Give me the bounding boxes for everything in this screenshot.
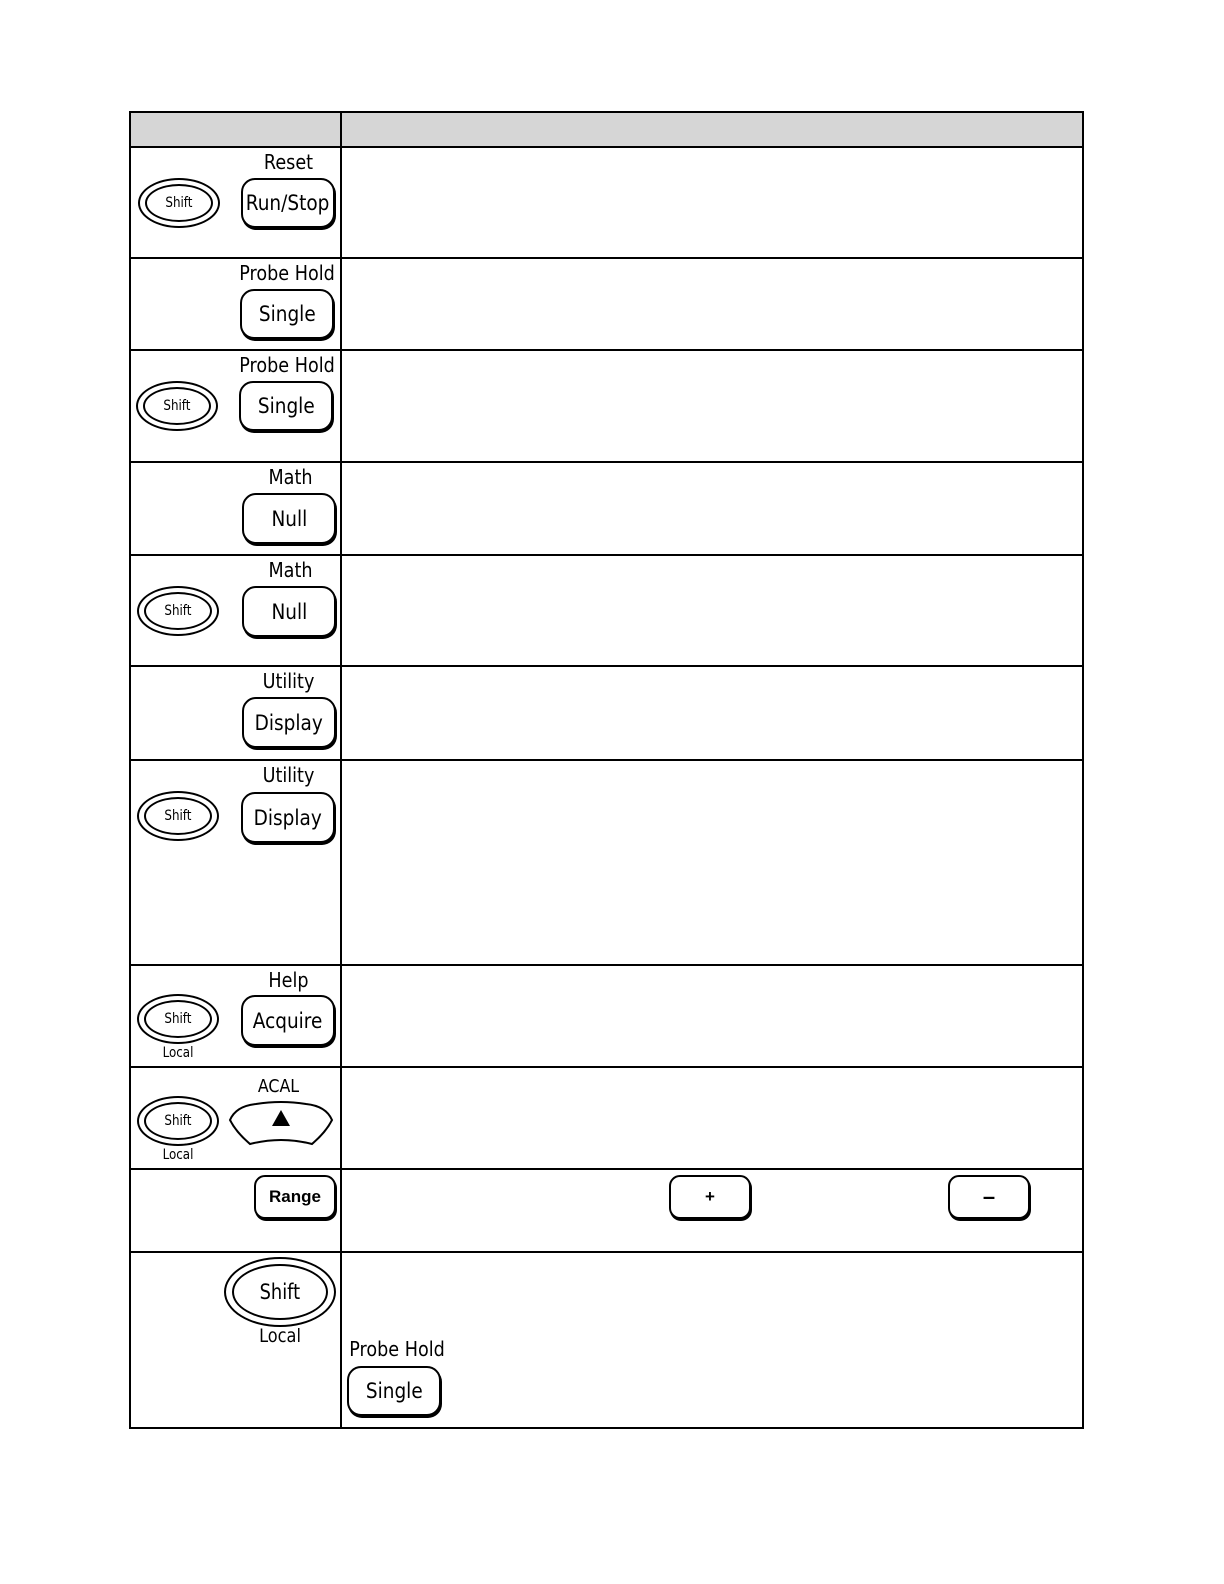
description-cell bbox=[342, 1170, 1082, 1251]
key-cell bbox=[131, 556, 342, 665]
table-header-row bbox=[131, 113, 1082, 146]
description-cell bbox=[342, 1253, 1082, 1427]
shift-key-label: Shift bbox=[164, 1113, 192, 1129]
help-label: Help bbox=[268, 968, 309, 992]
run-stop-key bbox=[241, 178, 335, 228]
shift-key-label: Shift bbox=[165, 195, 193, 211]
shift-key-label: Shift bbox=[163, 398, 191, 414]
plus-key-label: + bbox=[705, 1187, 715, 1206]
display-key-label: Display bbox=[253, 805, 323, 830]
description-cell bbox=[342, 667, 1082, 759]
run-stop-key-label: Run/Stop bbox=[246, 191, 330, 215]
table-row bbox=[131, 146, 1082, 257]
probe-hold-label: Probe Hold bbox=[239, 353, 335, 377]
null-key-label: Null bbox=[271, 506, 307, 531]
shift-key bbox=[137, 994, 219, 1044]
shift-key-label: Shift bbox=[164, 808, 192, 824]
table-row bbox=[131, 349, 1082, 461]
description-cell bbox=[342, 556, 1082, 665]
range-key-label: Range bbox=[269, 1187, 321, 1206]
table-row bbox=[131, 1251, 1082, 1427]
key-cell bbox=[131, 667, 342, 759]
shift-key bbox=[224, 1257, 336, 1327]
shift-key-label: Shift bbox=[164, 1011, 192, 1027]
single-key-label: Single bbox=[365, 1379, 423, 1403]
shift-key bbox=[137, 586, 219, 636]
description-cell bbox=[342, 761, 1082, 964]
key-reference-table bbox=[129, 111, 1084, 1429]
shift-key bbox=[137, 1096, 219, 1146]
description-cell bbox=[342, 966, 1082, 1066]
utility-label: Utility bbox=[262, 669, 315, 693]
table-row bbox=[131, 257, 1082, 349]
description-cell bbox=[342, 1068, 1082, 1168]
reset-label: Reset bbox=[263, 150, 314, 174]
description-cell bbox=[342, 463, 1082, 554]
null-key bbox=[242, 493, 336, 544]
single-key bbox=[240, 289, 334, 339]
key-cell bbox=[131, 259, 342, 349]
header-cell-key bbox=[131, 113, 342, 146]
math-label: Math bbox=[268, 465, 313, 489]
table-row bbox=[131, 1066, 1082, 1168]
display-key bbox=[242, 697, 336, 748]
description-cell bbox=[342, 148, 1082, 257]
acquire-key-label: Acquire bbox=[253, 1008, 323, 1033]
probe-hold-label: Probe Hold bbox=[239, 261, 335, 285]
single-key-label: Single bbox=[257, 394, 315, 418]
local-label: Local bbox=[162, 1147, 194, 1163]
display-key bbox=[241, 792, 335, 843]
key-cell bbox=[131, 351, 342, 461]
plus-key bbox=[669, 1175, 751, 1219]
table-row bbox=[131, 1168, 1082, 1251]
null-key-label: Null bbox=[271, 599, 307, 624]
key-cell bbox=[131, 966, 342, 1066]
key-cell bbox=[131, 761, 342, 964]
description-cell bbox=[342, 259, 1082, 349]
utility-label: Utility bbox=[262, 763, 315, 787]
display-key-label: Display bbox=[254, 710, 324, 735]
shift-key-label: Shift bbox=[164, 603, 192, 619]
single-key-label: Single bbox=[258, 302, 316, 326]
key-cell bbox=[131, 1253, 342, 1427]
key-cell bbox=[131, 148, 342, 257]
table-row bbox=[131, 759, 1082, 964]
probe-hold-label: Probe Hold bbox=[349, 1337, 445, 1361]
local-label: Local bbox=[259, 1325, 301, 1347]
key-cell bbox=[131, 1068, 342, 1168]
table-row bbox=[131, 461, 1082, 554]
table-row bbox=[131, 665, 1082, 759]
table-row bbox=[131, 964, 1082, 1066]
math-label: Math bbox=[268, 558, 313, 582]
acal-label: ACAL bbox=[257, 1076, 300, 1097]
shift-key-label: Shift bbox=[259, 1280, 301, 1304]
shift-key bbox=[136, 381, 218, 431]
key-cell bbox=[131, 1170, 342, 1251]
table-row bbox=[131, 554, 1082, 665]
range-key bbox=[254, 1175, 336, 1219]
null-key bbox=[242, 586, 336, 637]
minus-key-label: – bbox=[982, 1184, 996, 1209]
description-cell bbox=[342, 351, 1082, 461]
shift-key bbox=[138, 178, 220, 228]
single-key bbox=[239, 381, 333, 431]
shift-key bbox=[137, 791, 219, 841]
up-arrow-key bbox=[226, 1100, 336, 1148]
minus-key bbox=[948, 1175, 1030, 1219]
acquire-key bbox=[241, 995, 335, 1046]
single-key bbox=[347, 1366, 441, 1416]
key-cell bbox=[131, 463, 342, 554]
local-label: Local bbox=[162, 1045, 194, 1061]
header-cell-description bbox=[342, 113, 1082, 146]
